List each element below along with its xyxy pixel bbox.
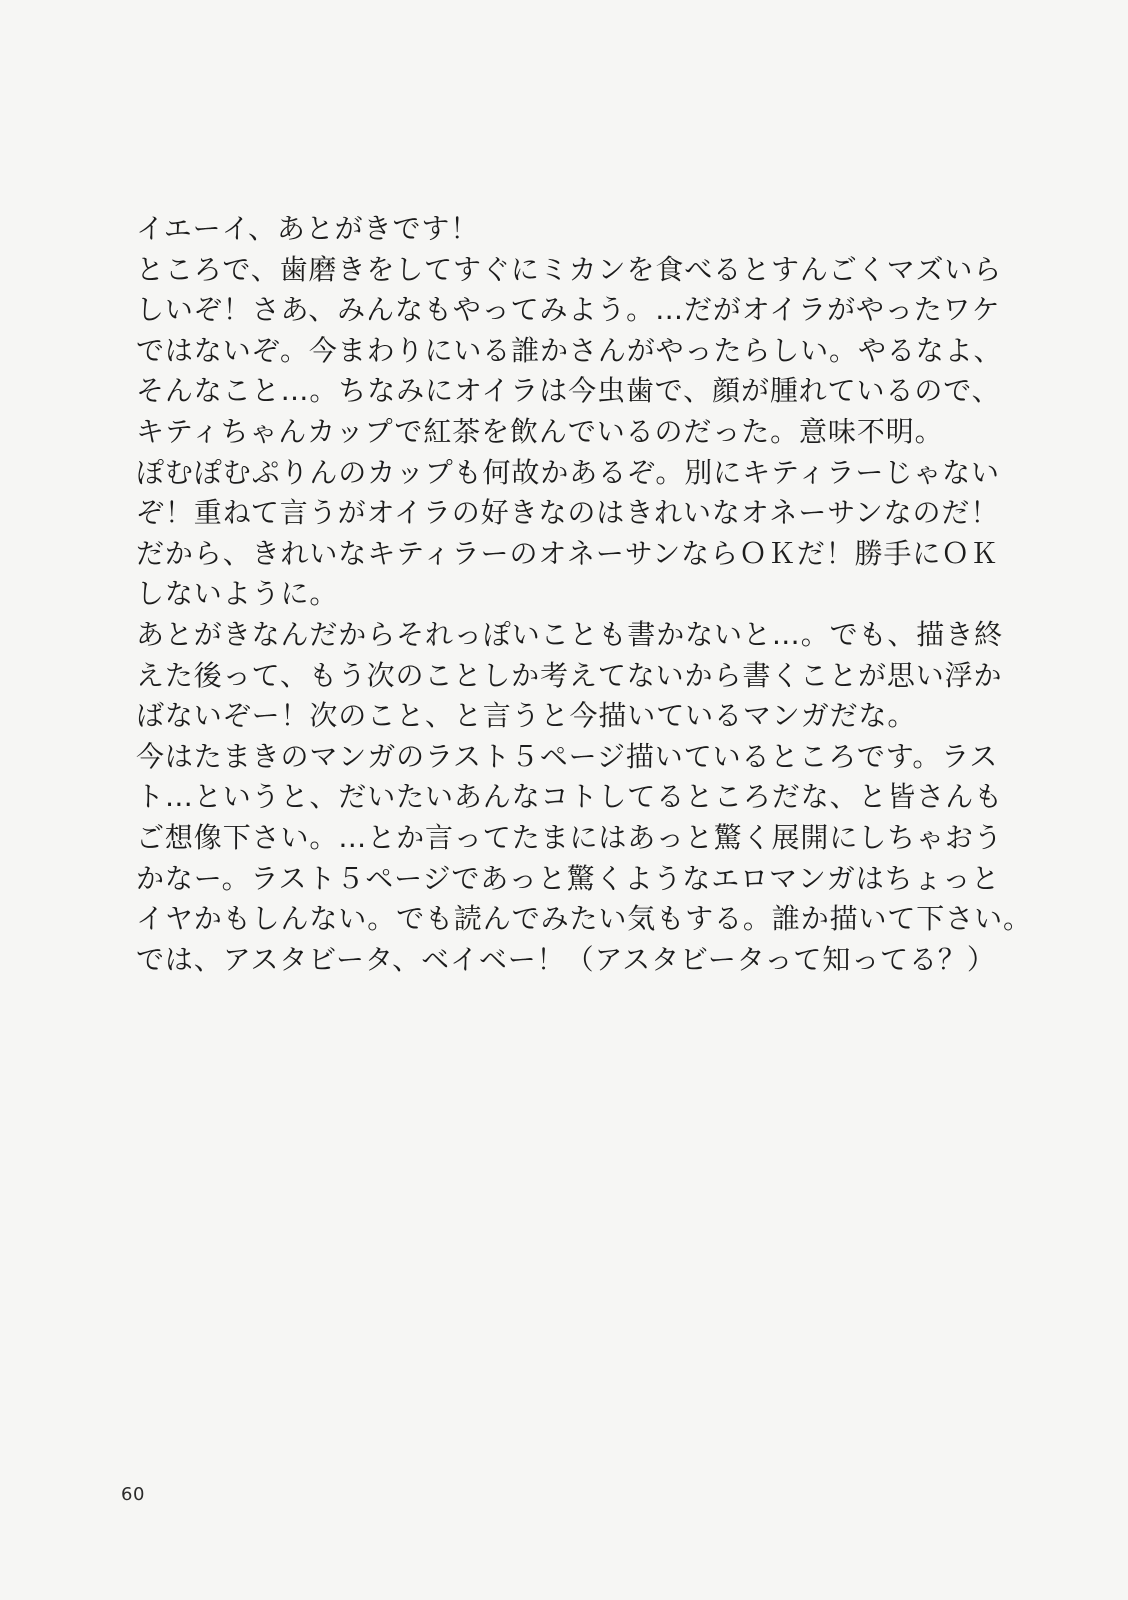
afterword-line: あとがきなんだからそれっぽいことも書かないと…。でも、描き終 <box>136 617 1004 651</box>
afterword-line: ご想像下さい。…とか言ってたまにはあっと驚く展開にしちゃおう <box>136 820 1003 854</box>
afterword-line: ところで、歯磨きをしてすぐにミカンを食べるとすんごくマズいら <box>136 252 1003 286</box>
afterword-line: キティちゃんカップで紅茶を飲んでいるのだった。意味不明。 <box>136 414 944 448</box>
afterword-line: ではないぞ。今まわりにいる誰かさんがやったらしい。やるなよ、 <box>136 333 1003 367</box>
afterword-line: イヤかもしんない。でも読んでみたい気もする。誰か描いて下さい。 <box>136 902 1032 936</box>
afterword-line: では、アスタビータ、ベイベー！（アスタビータって知ってる？） <box>136 942 996 976</box>
afterword-line: 今はたまきのマンガのラスト５ページ描いているところです。ラス <box>136 739 999 773</box>
afterword-line: ト…というと、だいたいあんなコトしてるところだな、と皆さんも <box>136 780 1004 814</box>
afterword-line: だから、きれいなキティラーのオネーサンならＯＫだ！勝手にＯＫ <box>136 536 1000 570</box>
afterword-line: しないように。 <box>136 577 339 611</box>
afterword-line: しいぞ！さあ、みんなもやってみよう。…だがオイラがやったワケ <box>136 293 1001 327</box>
afterword-line: かなー。ラスト５ページであっと驚くようなエロマンガはちょっと <box>136 861 1001 895</box>
afterword-line: ぞ！重ねて言うがオイラの好きなのはきれいなオネーサンなのだ！ <box>136 496 1000 530</box>
afterword-text <box>136 209 1036 980</box>
afterword-line: ばないぞー！次のこと、と言うと今描いているマンガだな。 <box>136 699 917 733</box>
afterword-line: ぽむぽむぷりんのカップも何故かあるぞ。別にキティラーじゃない <box>136 455 1000 489</box>
afterword-line: イエーイ、あとがきです！ <box>136 212 480 245</box>
afterword-line: そんなこと…。ちなみにオイラは今虫歯で、顔が腫れているので、 <box>136 374 1001 408</box>
afterword-line: えた後って、もう次のことしか考えてないから書くことが思い浮か <box>136 658 1003 692</box>
page-number: 60 <box>121 1484 145 1505</box>
